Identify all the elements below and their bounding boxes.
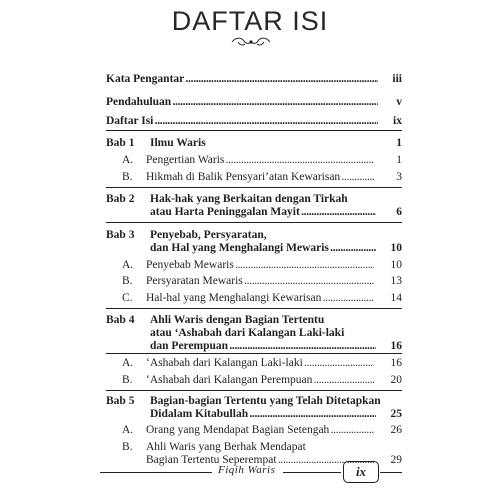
toc-item[interactable] bbox=[146, 423, 374, 437]
item-page: 26 bbox=[390, 424, 402, 436]
entry-label: Pendahuluan bbox=[106, 96, 172, 108]
chapter-title-text: dan Perempuan bbox=[150, 340, 229, 352]
entry-label: Kata Pengantar bbox=[106, 73, 185, 85]
item-letter: A. bbox=[122, 259, 134, 271]
item-letter: C. bbox=[122, 292, 133, 304]
section-rule bbox=[106, 353, 402, 354]
chapter-number: Bab 5 bbox=[106, 395, 135, 407]
chapter-page: 10 bbox=[390, 242, 402, 254]
chapter-title-line[interactable]: Ahli Waris dengan Bagian Tertentu bbox=[150, 314, 325, 326]
footer-page-number: ix bbox=[343, 461, 379, 483]
footer-rule-left bbox=[100, 472, 212, 473]
item-label: Penyebab Mewaris bbox=[146, 259, 234, 271]
chapter-title-text: dan Hal yang Menghalangi Mewaris bbox=[150, 242, 329, 254]
chapter-title-line[interactable] bbox=[150, 205, 376, 219]
item-label: Orang yang Mendapat Bagian Setengah bbox=[146, 424, 330, 436]
footer-book-title: Fiqih Waris bbox=[218, 464, 276, 476]
toc-item[interactable] bbox=[146, 170, 374, 184]
toc-item[interactable] bbox=[146, 291, 374, 305]
item-page: 13 bbox=[390, 275, 402, 287]
item-label: Persyaratan Mewaris bbox=[146, 275, 243, 287]
toc-item[interactable] bbox=[146, 356, 374, 370]
item-label: Bagian Tertentu Seperempat bbox=[146, 454, 277, 466]
footer-rule-middle bbox=[283, 472, 341, 473]
entry-page: iii bbox=[392, 73, 402, 85]
item-page: 29 bbox=[390, 454, 402, 466]
chapter-title-line[interactable] bbox=[150, 407, 376, 421]
ornament-divider-icon bbox=[230, 36, 272, 48]
chapter-number: Bab 4 bbox=[106, 314, 135, 326]
toc-item[interactable] bbox=[146, 153, 374, 167]
chapter-page: 16 bbox=[390, 340, 402, 352]
item-label: ‘Ashabah dari Kalangan Perempuan bbox=[146, 374, 313, 386]
chapter-page: 6 bbox=[396, 206, 402, 218]
section-rule bbox=[106, 390, 402, 391]
chapter-title-line[interactable]: Penyebab, Persyaratan, bbox=[150, 229, 267, 241]
page-footer bbox=[100, 462, 405, 484]
toc-entry-kata-pengantar[interactable] bbox=[106, 72, 378, 86]
item-label: Pengertian Waris bbox=[146, 154, 225, 166]
section-rule bbox=[106, 308, 402, 309]
chapter-title-line[interactable]: Hak-hak yang Berkaitan dengan Tirkah bbox=[150, 193, 348, 205]
entry-label: Daftar Isi bbox=[106, 115, 154, 127]
page-title: DAFTAR ISI bbox=[171, 6, 329, 36]
item-letter: A. bbox=[122, 424, 134, 436]
item-label: Hikmah di Balik Pensyari’atan Kewarisan bbox=[146, 171, 341, 183]
toc-item[interactable] bbox=[146, 258, 374, 272]
entry-page: ix bbox=[393, 115, 402, 127]
item-page: 14 bbox=[390, 292, 402, 304]
item-letter: A. bbox=[122, 357, 134, 369]
toc-item-line[interactable]: Ahli Waris yang Berhak Mendapat bbox=[146, 441, 306, 453]
item-page: 1 bbox=[396, 154, 402, 166]
chapter-number: Bab 2 bbox=[106, 193, 135, 205]
section-rule bbox=[106, 130, 402, 131]
item-letter: B. bbox=[122, 441, 133, 453]
chapter-title-line[interactable]: atau ‘Ashabah dari Kalangan Laki-laki bbox=[150, 327, 345, 339]
chapter-title-text: atau Harta Peninggalan Mayit bbox=[150, 206, 300, 218]
chapter-title-line[interactable] bbox=[150, 241, 376, 255]
item-letter: A. bbox=[122, 154, 134, 166]
chapter-title-text: Didalam Kitabullah bbox=[150, 408, 249, 420]
entry-page: v bbox=[396, 96, 402, 108]
item-page: 10 bbox=[390, 259, 402, 271]
chapter-title-line[interactable]: Bagian-bagian Tertentu yang Telah Ditetapkan bbox=[150, 395, 381, 407]
chapter-number: Bab 1 bbox=[106, 137, 135, 149]
item-letter: B. bbox=[122, 374, 133, 386]
chapter-title-line[interactable] bbox=[150, 339, 376, 353]
chapter-page: 25 bbox=[390, 408, 402, 420]
item-letter: B. bbox=[122, 171, 133, 183]
chapter-number: Bab 3 bbox=[106, 229, 135, 241]
item-page: 16 bbox=[390, 357, 402, 369]
toc-entry-pendahuluan[interactable] bbox=[106, 95, 378, 109]
item-page: 20 bbox=[390, 374, 402, 386]
item-label: Hal-hal yang Menghalangi Kewarisan bbox=[146, 292, 322, 304]
chapter-title[interactable]: Ilmu Waris bbox=[150, 137, 206, 149]
section-rule bbox=[106, 222, 402, 223]
footer-rule-right bbox=[380, 472, 402, 473]
toc-item[interactable] bbox=[146, 274, 374, 288]
toc-item[interactable] bbox=[146, 373, 374, 387]
item-page: 3 bbox=[396, 171, 402, 183]
toc-entry-daftar-isi[interactable] bbox=[106, 114, 378, 128]
item-label: ‘Ashabah dari Kalangan Laki-laki bbox=[146, 357, 303, 369]
chapter-page: 1 bbox=[396, 137, 402, 149]
item-letter: B. bbox=[122, 275, 133, 287]
section-rule bbox=[106, 187, 402, 188]
